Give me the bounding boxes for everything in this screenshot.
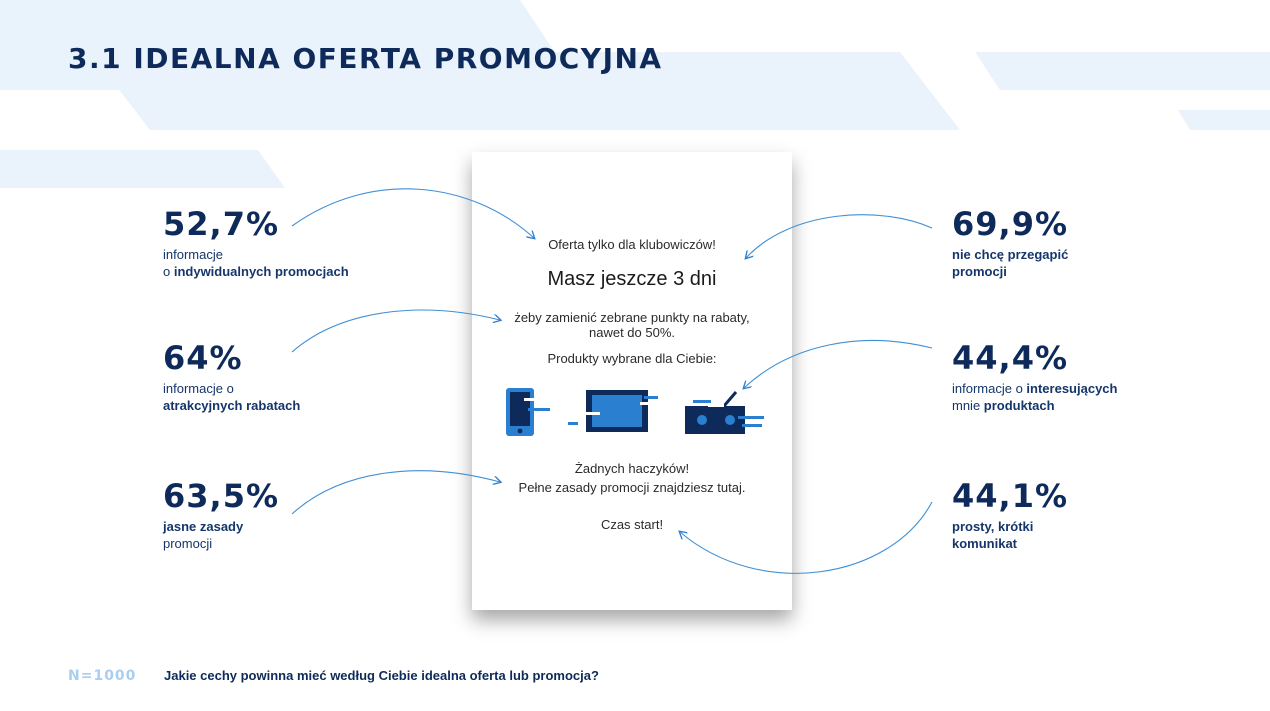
stat-label: informacje [163,247,223,262]
stat-value: 63,5% [163,477,280,515]
stat-label-bold: komunikat [952,536,1018,551]
stat-value: 44,1% [952,477,1069,515]
stat-value: 44,4% [952,339,1069,377]
radio-icon [685,392,764,434]
stat-label: informacje o [163,381,234,396]
stat-label-bold: atrakcyjnych rabatach [163,398,301,413]
stat-interesting-products: 44,4% informacje o interesujących mnie produktach [952,340,1182,414]
stat-label: promocji [163,536,213,551]
stat-label-bold: nie chcę przegapić [952,247,1069,262]
stat-label-bold: prosty, krótki [952,519,1034,534]
stat-clear-rules [163,478,393,552]
card-no-catch: Żadnych haczyków! [574,461,690,476]
card-products-label: Produkty wybrane dla Ciebie: [547,351,717,366]
tv-icon [568,390,658,432]
stat-label-bold: indywidualnych promocjach [173,264,349,279]
product-icons [498,384,768,444]
card-body-line-2: nawet do 50%. [588,325,675,340]
sample-size: N=1000 [68,668,137,684]
card-headline: Masz jeszcze 3 dni [547,268,717,290]
stat-dont-miss-promotions [952,206,1182,280]
card-cta[interactable]: Czas start! [600,517,664,532]
stat-individual-promotions: 52,7% informacje o indywidualnych promocjach [163,206,393,280]
stat-value: 64% [163,339,243,377]
stat-label-bold: promocji [952,264,1007,279]
stat-value: 69,9% [952,205,1069,243]
card-rules-link[interactable]: Pełne zasady promocji znajdziesz tutaj. [518,480,746,495]
stat-attractive-discounts [163,340,393,414]
stat-simple-message [952,478,1182,552]
stat-label-bold: jasne zasady [163,519,244,534]
card-body-line-1: żeby zamienić zebrane punkty na rabaty, [514,310,750,325]
promo-offer-card [472,152,792,610]
card-intro: Oferta tylko dla klubowiczów! [548,237,716,252]
survey-question: Jakie cechy powinna mieć według Ciebie idealna oferta lub promocja? [164,668,599,683]
stat-label-bold: interesujących [1026,381,1118,396]
page-title: 3.1 IDEALNA OFERTA PROMOCYJNA [68,42,663,75]
phone-icon [506,388,550,436]
stat-label-bold: produktach [983,398,1055,413]
stat-value: 52,7% [163,205,280,243]
